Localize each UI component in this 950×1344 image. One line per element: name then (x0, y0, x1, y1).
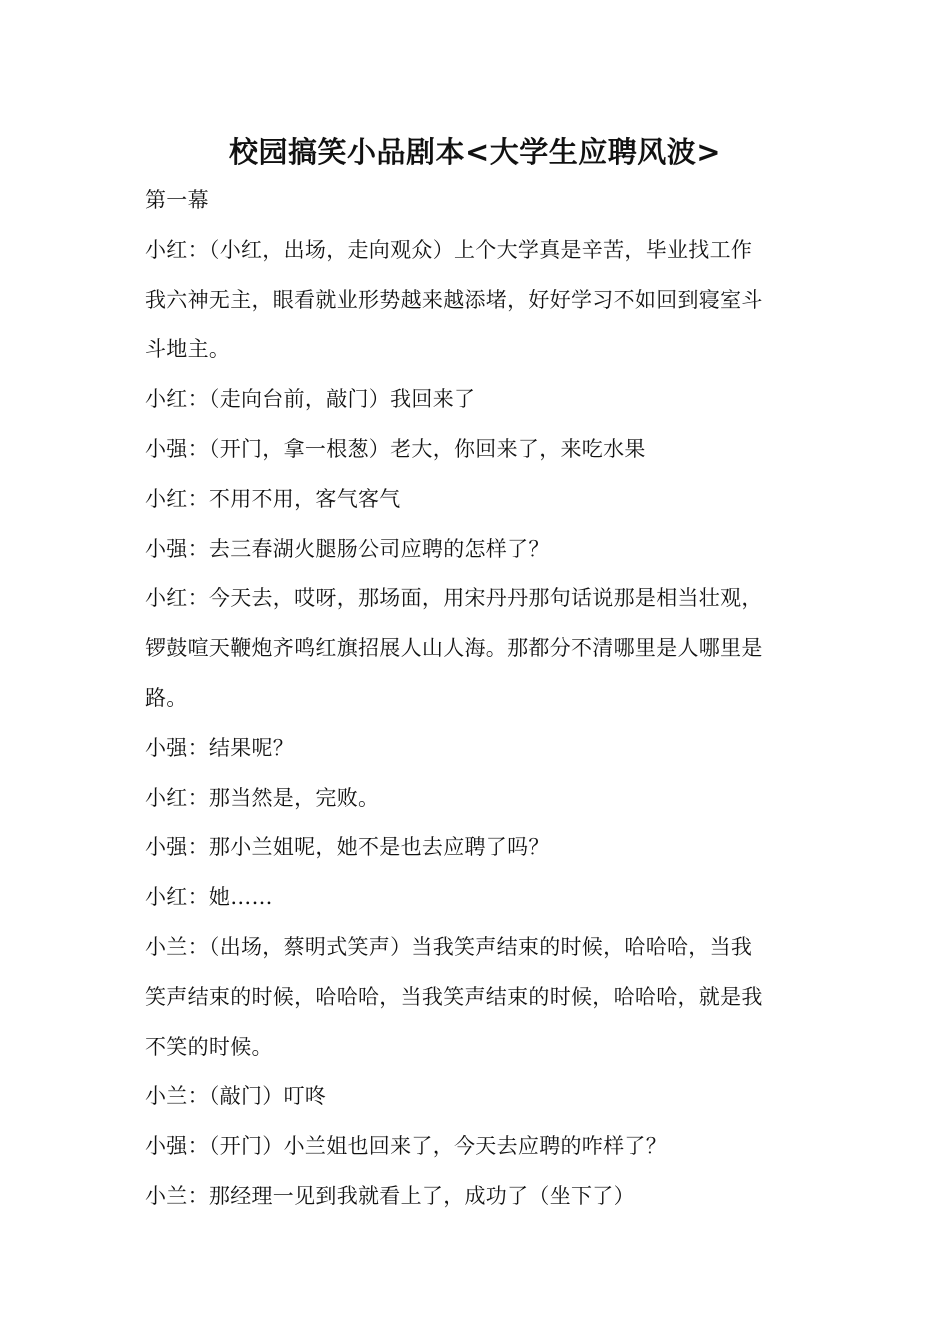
script-line: 路。 (145, 685, 188, 710)
script-line: 不笑的时候。 (145, 1034, 273, 1059)
script-body (145, 176, 797, 1222)
document-title: 校园搞笑小品剧本<大学生应聘风波> (228, 135, 722, 169)
script-line: 我六神无主，眼看就业形势越来越添堵，好好学习不如回到寝室斗 (145, 287, 763, 312)
script-line: 小兰：（出场，蔡明式笑声）当我笑声结束的时候，哈哈哈，当我 (145, 934, 753, 959)
script-line: 小兰：那经理一见到我就看上了，成功了（坐下了） (145, 1183, 635, 1208)
script-line: 小红：（走向台前，敲门）我回来了 (145, 387, 476, 412)
script-line: 小红：她…… (145, 885, 273, 910)
script-line: 笑声结束的时候，哈哈哈，当我笑声结束的时候，哈哈哈，就是我 (145, 984, 763, 1009)
script-line: 斗地主。 (145, 337, 231, 362)
script-line: 小红：那当然是，完败。 (145, 785, 380, 810)
script-line: 锣鼓喧天鞭炮齐鸣红旗招展人山人海。那都分不清哪里是人哪里是 (145, 636, 763, 661)
script-line: 小强：那小兰姐呢，她不是也去应聘了吗？ (145, 835, 550, 860)
script-line: 小兰：（敲门）叮咚 (145, 1084, 327, 1109)
script-line: 小强：（开门，拿一根葱）老大，你回来了，来吃水果 (145, 436, 646, 461)
script-line: 小强：（开门）小兰姐也回来了，今天去应聘的咋样了？ (145, 1134, 667, 1159)
script-line: 小红：今天去，哎呀，那场面，用宋丹丹那句话说那是相当壮观， (145, 586, 763, 611)
script-line: 小红：（小红，出场，走向观众）上个大学真是辛苦，毕业找工作 (145, 237, 753, 262)
script-line: 小红：不用不用，客气客气 (145, 486, 401, 511)
script-line: 小强：去三春湖火腿肠公司应聘的怎样了？ (145, 536, 550, 561)
script-line: 第一幕 (145, 188, 209, 212)
script-line: 小强：结果呢？ (145, 735, 295, 760)
